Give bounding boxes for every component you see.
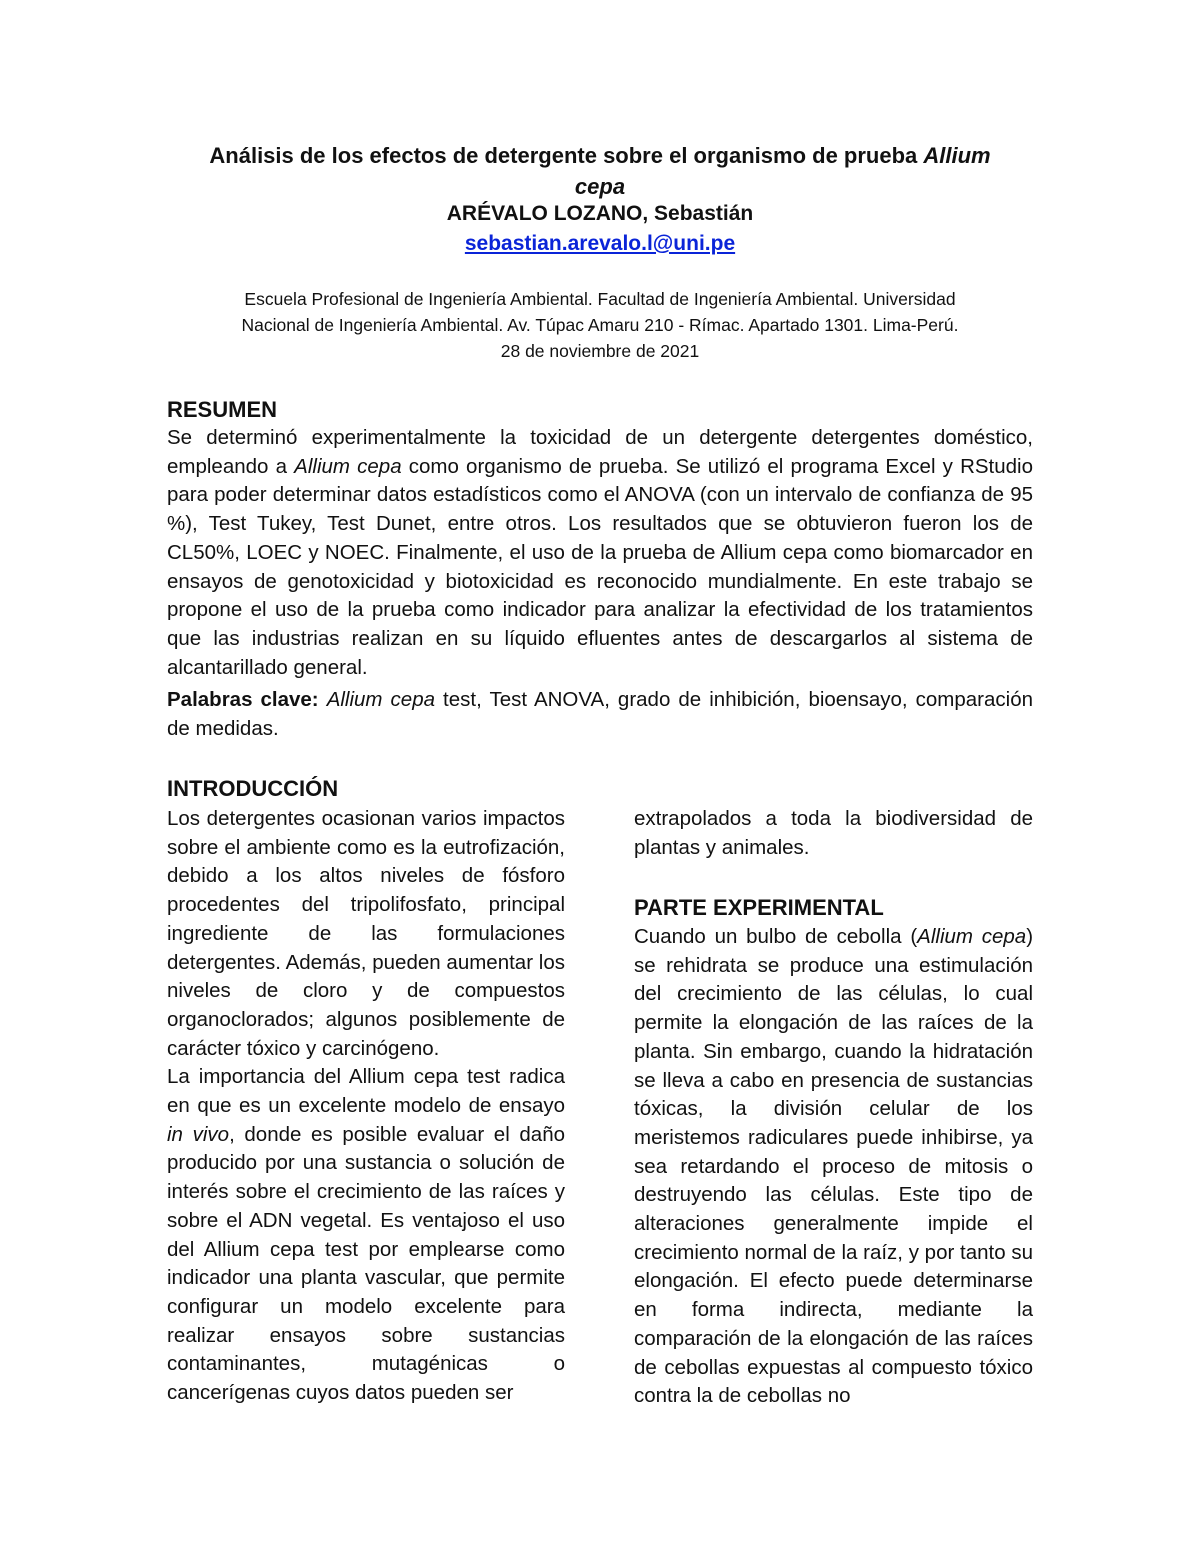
introduction-body [167,805,565,1408]
paper-title [160,140,1040,202]
abstract-heading: RESUMEN [167,397,278,422]
experimental-text-part2: ) se rehidrata se produce una estimulación del crecimiento de las células, lo cual permite la elongación de las raíces de la planta. Sin embargo, cuando la hidratación se lleva a cabo en presencia de sustancias tóxicas, la división celular de los meristemos radiculares puede inhibirse, ya sea retardando el proceso de mitosis o destruyendo las células. Este tipo de alteraciones generalmente impide el crecimiento normal de la raíz, y por tanto su elongación. El efecto puede determinarse en forma indirecta, mediante la comparación de la elongación de las raíces de cebollas expuestas al compuesto tóxico contra la de cebollas no [634,925,1034,1408]
keywords-list: test, Test ANOVA, grado de inhibición, bioensayo, comparación de medidas. [167,688,1034,740]
experimental-body [634,923,1033,1411]
author-email-line [160,230,1040,258]
experimental-text-part1: Cuando un bulbo de cebolla ( [634,925,918,948]
keywords [167,686,1033,743]
title-main: Análisis de los efectos de detergente sobre el organismo de prueba [209,143,924,168]
title-species-genus: Allium [923,143,991,168]
publication-date: 28 de noviembre de 2021 [500,341,700,361]
author-email-link[interactable]: sebastian.arevalo.l@uni.pe [464,232,736,255]
affiliation [160,286,1040,364]
introduction-continuation-text: extrapolados a toda la biodiversidad de plantas y animales. [634,807,1033,859]
keywords-label: Palabras clave: [167,688,319,711]
affiliation-line-2: Nacional de Ingeniería Ambiental. Av. Túpac Amaru 210 - Rímac. Apartado 1301. Lima-Perú. [241,315,959,335]
introduction-paragraph-2-a: La importancia del Allium cepa test radica en que es un excelente modelo de ensayo [167,1065,565,1118]
keywords-species: Allium cepa [326,688,435,711]
introduction-heading: INTRODUCCIÓN [167,776,339,801]
abstract-text-part1: Se determinó experimentalmente la toxicidad de un detergente detergentes doméstico, empleando a [167,426,1033,478]
affiliation-line-1: Escuela Profesional de Ingeniería Ambiental. Facultad de Ingeniería Ambiental. Universidad [244,289,956,309]
title-species-epithet: cepa [574,174,626,199]
introduction-continuation [634,805,1033,862]
introduction-paragraph-2 [167,1063,565,1407]
abstract-species: Allium cepa [294,454,402,478]
experimental-species: Allium cepa [917,925,1027,948]
introduction-paragraph-2-b: , donde es posible evaluar el daño producido por una sustancia o solución de interés sobre el crecimiento de las raíces y sobre el ADN vegetal. Es ventajoso el uso del Allium cepa test por emplearse como indicador una planta vascular, que permite configurar un modelo excelente para realizar ensayos sobre sustancias contaminantes, mutagénicas o cancerígenas cuyos datos pueden ser [167,1122,565,1405]
experimental-heading: PARTE EXPERIMENTAL [634,895,884,920]
in-vivo-term: in vivo [167,1122,230,1146]
author-name: ARÉVALO LOZANO, Sebastián [446,202,754,225]
introduction-paragraph-1: Los detergentes ocasionan varios impactos sobre el ambiente como es la eutrofización, debido a los altos niveles de fósforo procedentes del tripolifosfato, principal ingrediente de las formulaciones detergentes. Además, pueden aumentar los niveles de cloro y de compuestos organoclorados; algunos posiblemente de carácter tóxico y carcinógeno. [167,807,565,1060]
abstract-body [167,424,1033,682]
abstract-text-part2: como organismo de prueba. Se utilizó el programa Excel y RStudio para poder determinar datos estadísticos como el ANOVA (con un intervalo de confianza de 95 %), Test Tukey, Test Dunet, entre otros. Los resultados que se obtuvieron fueron los de CL50%, LOEC y NOEC. Finalmente, el uso de la prueba de Allium cepa como biomarcador en ensayos de genotoxicidad y biotoxicidad es reconocido mundialmente. En este trabajo se propone el uso de la prueba como indicador para analizar la efectividad de los tratamientos que las industrias realizan en su líquido efluentes antes de descargarlos al sistema de alcantarillado general. [167,454,1034,679]
